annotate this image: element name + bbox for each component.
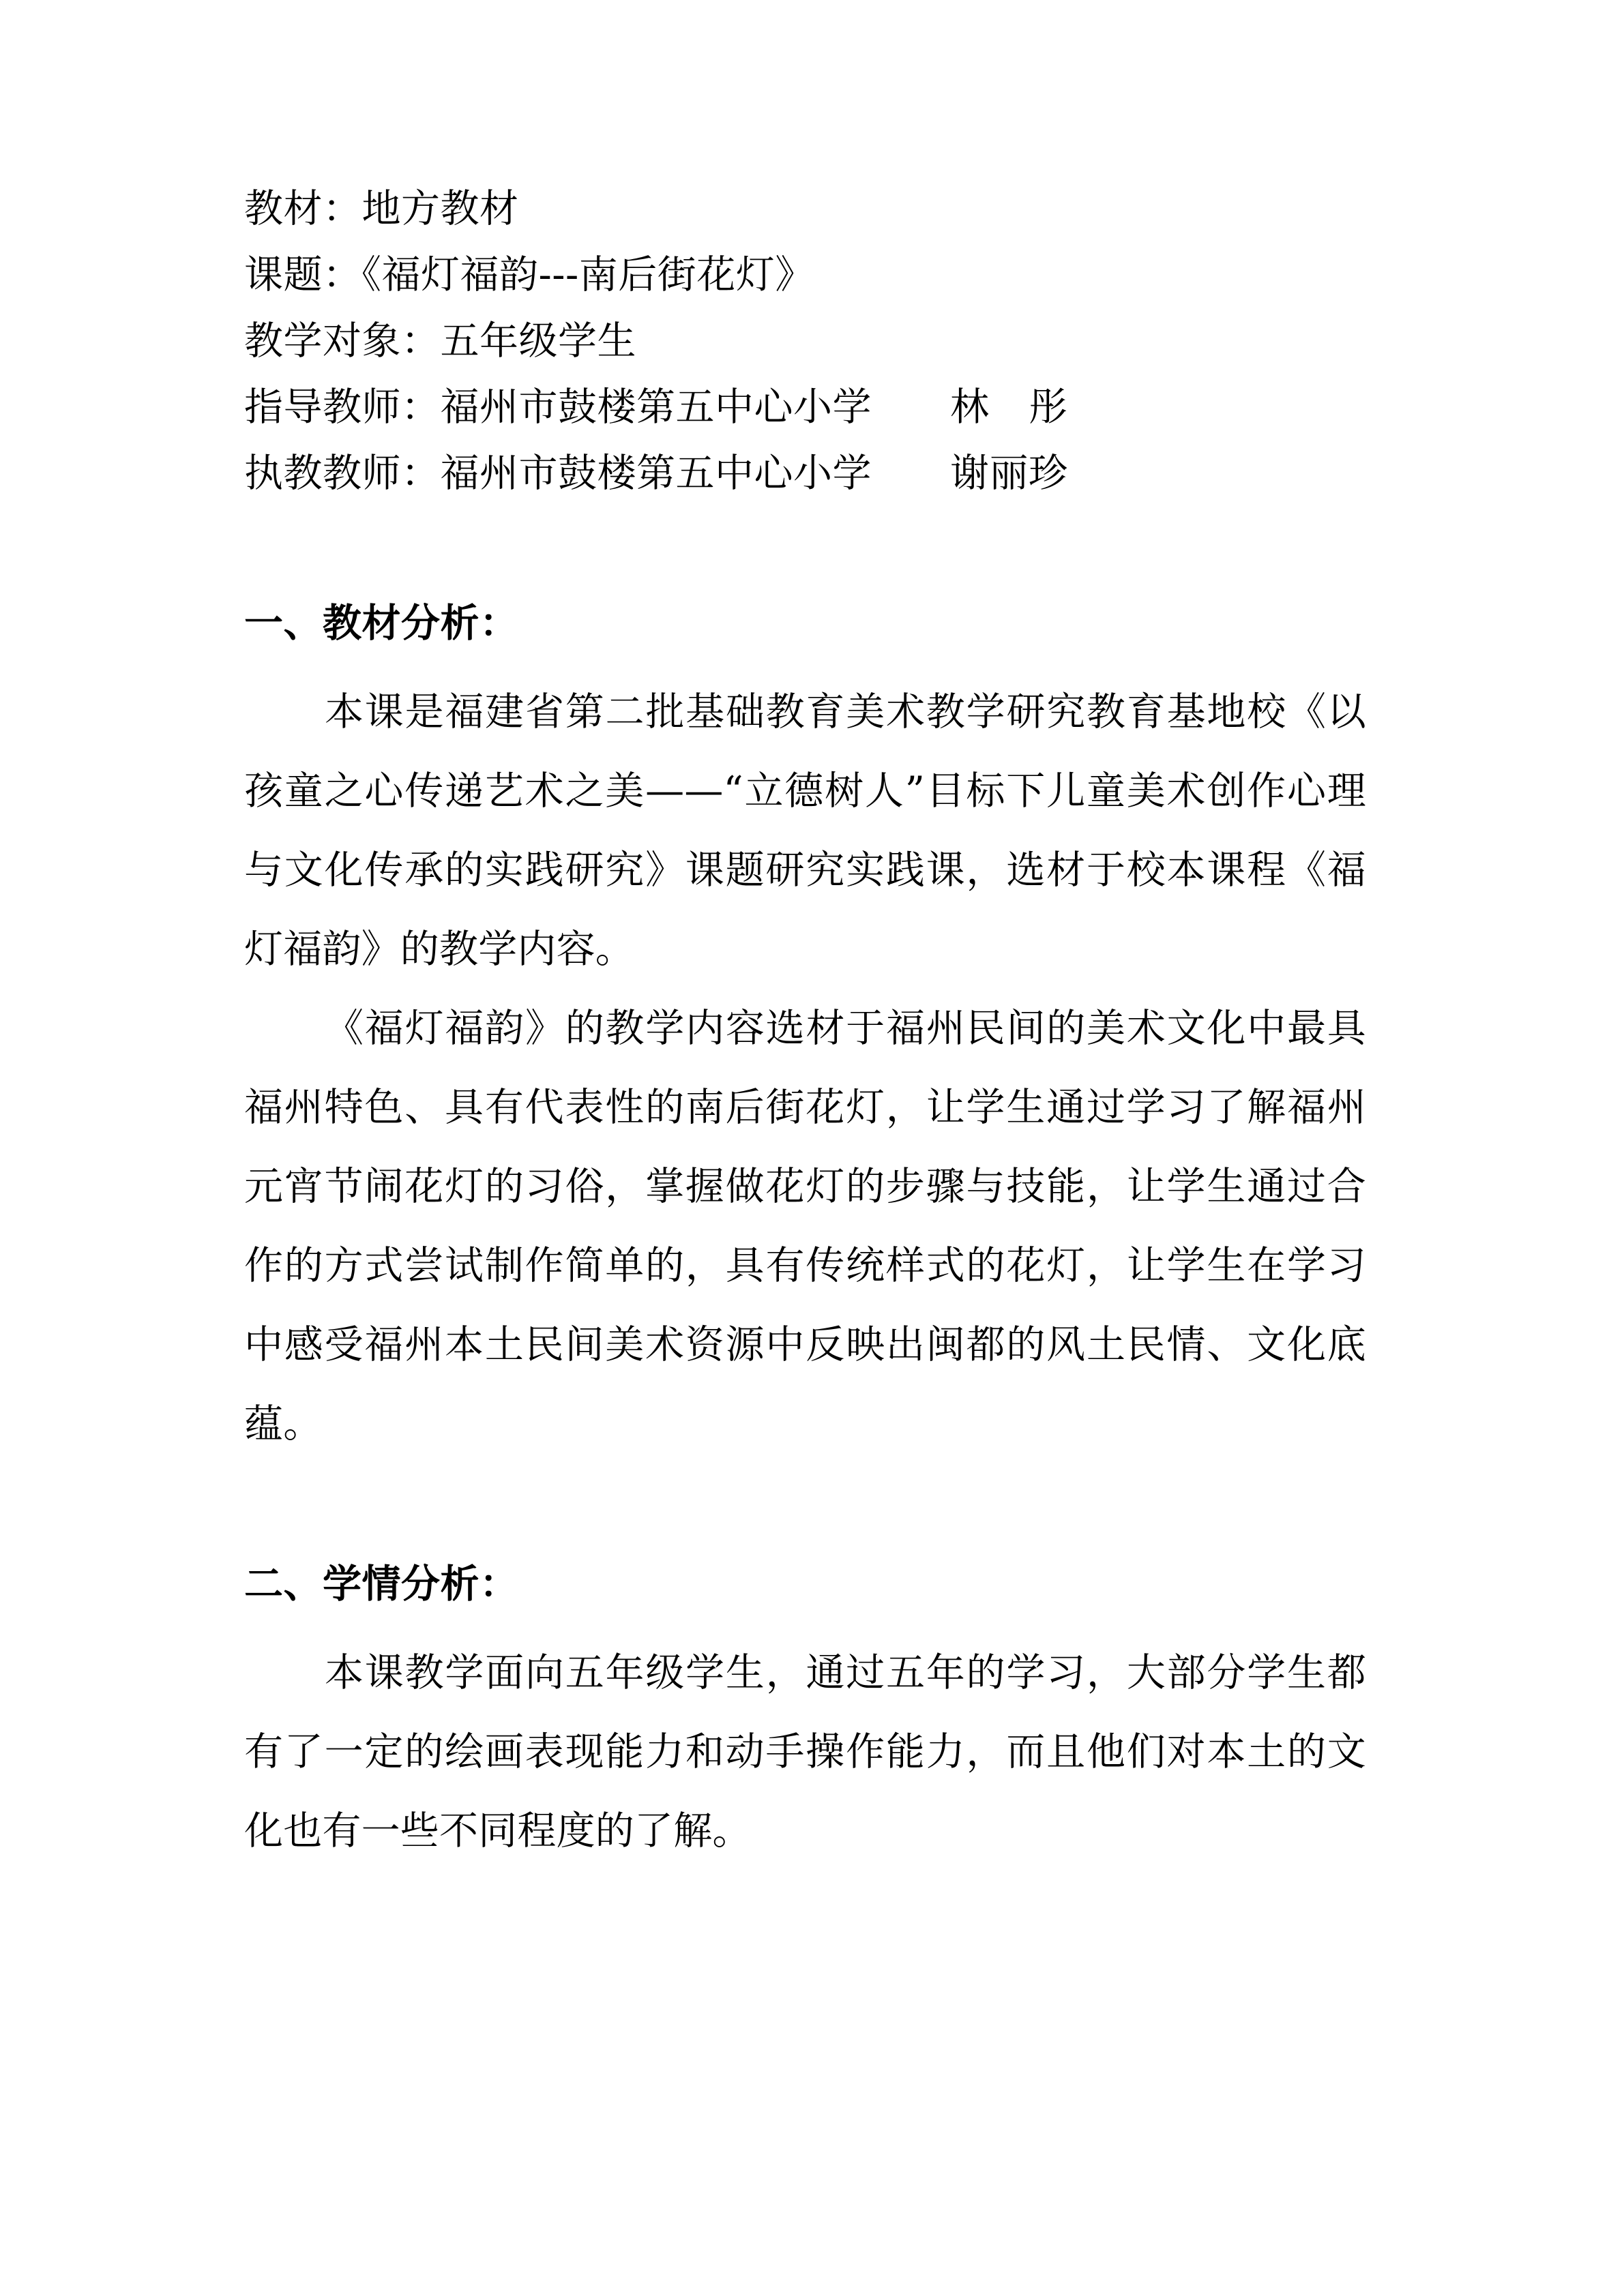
meta-mentor-line: 指导教师：福州市鼓楼第五中心小学 林 彤 — [244, 385, 1068, 430]
section-heading-student-situation-analysis: 二、学情分析： — [244, 1561, 519, 1607]
document-content — [244, 176, 1366, 1870]
meta-audience-line: 教学对象：五年级学生 — [244, 318, 636, 363]
lesson-meta-block — [244, 176, 1366, 507]
section-2-paragraph-1: 本课教学面向五年级学生，通过五年的学习，大部分学生都有了一定的绘画表现能力和动手操作能力，而且他们对本土的文化也有一些不同程度的了解。 — [244, 1650, 1366, 1853]
section-heading-teaching-material-analysis: 一、教材分析： — [244, 600, 519, 646]
meta-topic-line: 课题：《福灯福韵---南后街花灯》 — [244, 252, 814, 297]
section-1-paragraph-2: 《福灯福韵》的教学内容选材于福州民间的美术文化中最具福州特色、具有代表性的南后街花灯，让学生通过学习了解福州元宵节闹花灯的习俗，掌握做花灯的步骤与技能，让学生通过合作的方式尝试制作简单的，具有传统样式的花灯，让学生在学习中感受福州本土民间美术资源中反映出闽都的风土民情、文化底蕴。 — [244, 1006, 1366, 1446]
meta-teacher-line: 执教教师：福州市鼓楼第五中心小学 谢丽珍 — [244, 451, 1068, 496]
section-1-paragraph-1: 本课是福建省第二批基础教育美术教学研究教育基地校《以孩童之心传递艺术之美——“立德树人”目标下儿童美术创作心理与文化传承的实践研究》课题研究实践课，选材于校本课程《福灯福韵》的教学内容。 — [244, 689, 1366, 972]
meta-textbook-line: 教材：地方教材 — [244, 186, 519, 231]
